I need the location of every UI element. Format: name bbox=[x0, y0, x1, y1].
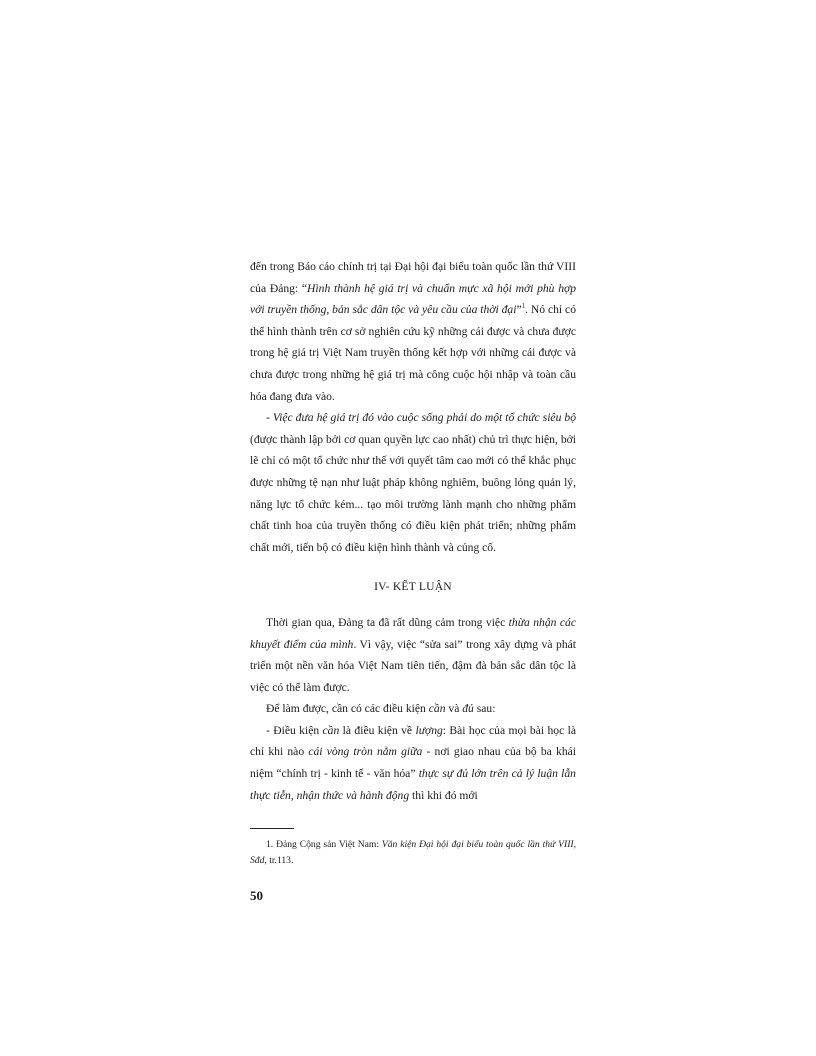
text: : Bài học của mọi bài học là chỉ khi nào bbox=[250, 723, 576, 759]
italic-text: cần bbox=[428, 702, 446, 716]
text: đến trong Báo cáo chính trị tại Đại hội đại biểu toàn quốc lần thứ VIII của Đảng: “ bbox=[250, 260, 576, 295]
footnote-divider bbox=[250, 828, 294, 829]
italic-text: thừa nhận các khuyết điểm của mình bbox=[250, 615, 576, 651]
italic-text: lượng bbox=[415, 723, 443, 737]
section-heading: IV- KẾT LUẬN bbox=[374, 580, 452, 594]
text: là điều kiện về bbox=[339, 723, 416, 737]
italic-text: thực sự đủ lớn trên cả lý luận lẫn thực tiễn, nhận thức và hành động bbox=[250, 767, 576, 802]
paragraph-3 bbox=[250, 612, 576, 698]
text: . Nó chỉ có thể hình thành trên cơ sở nghiên cứu kỹ những cái được và chưa được trong hệ giá trị Việt Nam truyền thống kết hợp với những cái được và chưa được trong những hệ giá trị mà công cuộc hội nhập và toàn cầu hóa đang đưa vào. bbox=[250, 303, 576, 403]
footnote-ref: 1 bbox=[521, 302, 526, 311]
italic-text: cần bbox=[322, 723, 340, 737]
text: thì khi đó mới bbox=[409, 788, 478, 802]
text: , tr.113. bbox=[264, 855, 294, 867]
paragraph-4 bbox=[250, 698, 576, 720]
italic-text: cái vòng tròn nằm giữa bbox=[308, 745, 423, 759]
quoted-text: Hình thành hệ giá trị và chuẩn mực xã hội mới phù hợp với truyền thống, bản sắc dân tộc và yêu cầu của thời đại bbox=[250, 281, 576, 317]
text: ” bbox=[516, 303, 522, 317]
text: - nơi giao nhau của bộ ba khái niệm “chính trị - kinh tế - văn hóa” bbox=[250, 745, 576, 781]
italic-text: Văn kiện Đại hội đại biểu toàn quốc lần thứ VIII, Sđd bbox=[250, 839, 576, 867]
text: Để làm được, cần có các điều kiện bbox=[266, 702, 429, 716]
paragraph-1 bbox=[250, 256, 576, 407]
text: và bbox=[445, 702, 463, 716]
paragraph-2 bbox=[250, 407, 576, 558]
page-number: 50 bbox=[250, 888, 263, 904]
italic-text: Việc đưa hệ giá trị đó vào cuộc sống phải do một tổ chức siêu bộ bbox=[272, 411, 576, 425]
text: (được thành lập bởi cơ quan quyền lực cao nhất) chủ trì thực hiện, bởi lẽ chỉ có một tổ chức như thế với quyết tâm cao mới có thể khắc phục được những tệ nạn như luật pháp không nghiêm, buông lỏng quản lý, năng lực tổ chức kém... tạo môi trường lành mạnh cho những phẩm chất tinh hoa của truyền thống có điều kiện phát triển; những phẩm chất mới, tiến bộ có điều kiện hình thành và củng cố. bbox=[250, 432, 576, 554]
text: - bbox=[266, 411, 273, 425]
italic-text: đủ bbox=[462, 702, 474, 716]
paragraph-5 bbox=[250, 720, 576, 806]
text: . Vì vậy, việc “sửa sai” trong xây dựng và phát triển một nền văn hóa Việt Nam tiên tiến, đậm đà bản sắc dân tộc là việc có thể làm được. bbox=[250, 637, 576, 694]
footnote bbox=[250, 837, 576, 869]
text: Thời gian qua, Đảng ta đã rất dũng cảm trong việc bbox=[266, 615, 509, 629]
text: 1. Đảng Cộng sản Việt Nam: bbox=[266, 839, 382, 851]
text: sau: bbox=[473, 702, 496, 716]
book-page bbox=[250, 256, 576, 907]
text: - Điều kiện bbox=[266, 723, 323, 737]
